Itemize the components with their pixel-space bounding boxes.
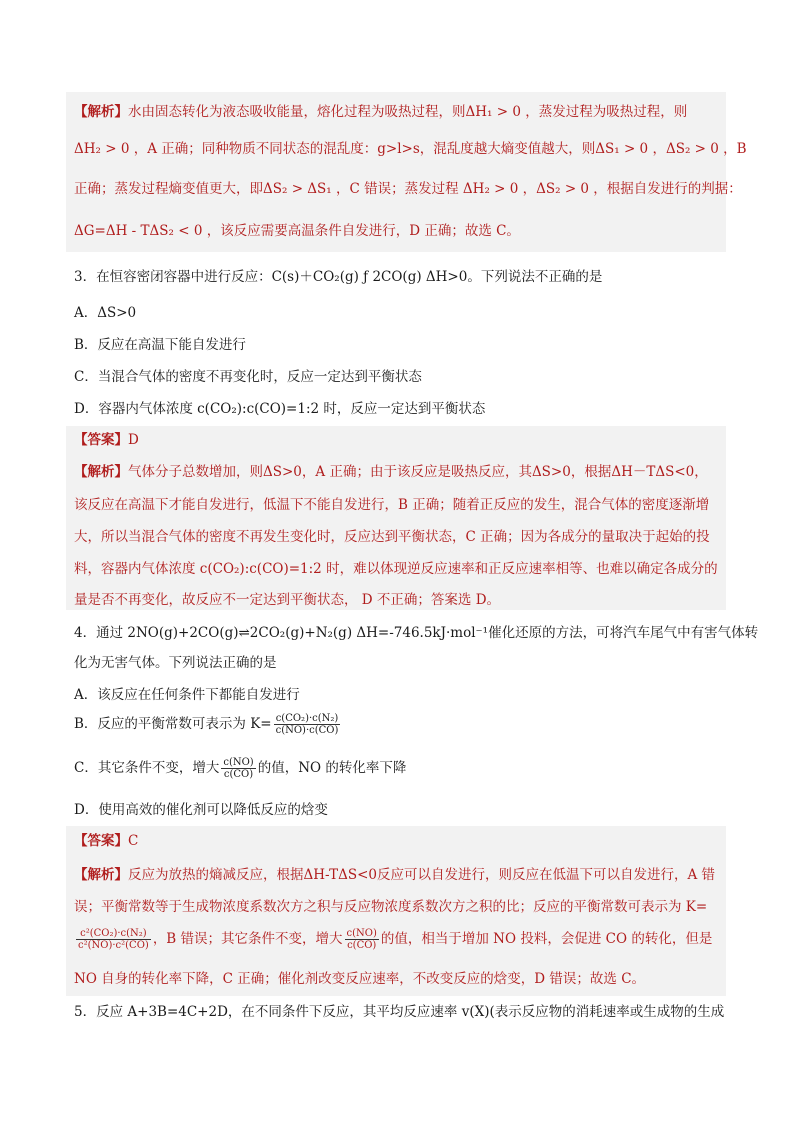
option-b: B．反应在高温下能自发进行 [74,337,246,353]
answer-line [74,431,139,449]
fraction-numerator: c(CO₂)·c(N₂) [274,713,341,725]
analysis-tag: 【解析】 [74,464,128,480]
option-b [74,713,342,736]
question-5-stem: 5．反应 A+3B=4C+2D，在不同条件下反应，其平均反应速率 v(X)(表示反应物的消耗速率或生成物的生成 [74,1004,725,1020]
analysis-line: 料，容器内气体浓度 c(CO₂):c(CO)=1:2 时，难以体现逆反应速率和正反应速率相等、也难以确定各成分的 [74,561,718,577]
analysis-line: ΔG=ΔH - TΔS₂ < 0 ，该反应需要高温条件自发进行，D 正确；故选 C。 [74,223,520,239]
fraction [345,928,379,951]
fraction-numerator: c²(CO₂)·c(N₂) [76,928,151,940]
analysis-line [74,103,687,121]
fraction-numerator: c(NO) [223,757,254,768]
answer-value: C [128,833,139,849]
analysis-line [74,928,712,951]
question-4-stem-cont: 化为无害气体。下列说法正确的是 [74,655,277,671]
analysis-line: NO 自身的转化率下降，C 正确；催化剂改变反应速率，不改变反应的焓变，D 错误；故选 C。 [74,971,646,987]
fraction-denominator: c²(NO)·c²(CO) [78,940,149,951]
answer-line [74,832,138,850]
analysis-line: 正确；蒸发过程熵变值更大，即ΔS₂ > ΔS₁ ，C 错误；蒸发过程 ΔH₂ > 0 ，ΔS₂ > 0 ，根据自发进行的判据： [74,181,742,197]
analysis-text: 反应为放热的熵减反应，根据ΔH-TΔS<0反应可以自发进行，则反应在低温下可以自发进行，A 错 [128,867,716,883]
analysis-text: ，B 错误；其它条件不变，增大 [152,931,343,947]
fraction-denominator: c(NO)·c(CO) [275,725,339,736]
answer-value: D [128,432,139,448]
answer-tag: 【答案】 [74,432,128,448]
analysis-tag: 【解析】 [74,867,128,883]
question-3-stem: 3．在恒容密闭容器中进行反应：C(s)＋CO₂(g) ƒ 2CO(g) ΔH>0。下列说法不正确的是 [74,269,603,285]
option-d: D．容器内气体浓度 c(CO₂):c(CO)=1:2 时，反应一定达到平衡状态 [74,401,486,417]
analysis-text: 的值，相当于增加 NO 投料，会促进 CO 的转化，但是 [380,931,713,947]
option-c-text: C．其它条件不变，增大 [74,760,220,776]
fraction-numerator: c(NO) [346,928,377,939]
analysis-text: 气体分子总数增加，则ΔS>0，A 正确；由于该反应是吸热反应，其ΔS>0，根据ΔH－TΔS<0， [128,464,708,480]
analysis-line [74,866,715,884]
option-b-text: B．反应的平衡常数可表示为 K= [74,716,272,732]
answer-box-q3 [66,426,726,610]
option-c: C．当混合气体的密度不再变化时，反应一定达到平衡状态 [74,369,422,385]
option-c [74,757,406,780]
option-a: A．该反应在任何条件下都能自发进行 [74,687,300,703]
option-c-text-post: 的值，NO 的转化率下降 [257,760,407,776]
analysis-text: 水由固态转化为液态吸收能量，熔化过程为吸热过程，则ΔH₁ > 0 ，蒸发过程为吸热过程，则 [128,104,688,120]
analysis-tag: 【解析】 [74,104,128,120]
analysis-line: 误；平衡常数等于生成物浓度系数次方之积与反应物浓度系数次方之积的比；反应的平衡常数可表示为 K= [74,899,708,915]
fraction-denominator: c(CO) [223,769,254,780]
answer-tag: 【答案】 [74,833,128,849]
fraction [274,713,341,736]
fraction-denominator: c(CO) [347,940,377,951]
fraction [221,757,255,780]
question-4-stem: 4．通过 2NO(g)+2CO(g)⇌2CO₂(g)+N₂(g) ΔH=-746.5kJ·mol⁻¹催化还原的方法，可将汽车尾气中有害气体转 [74,625,759,641]
analysis-line: 该反应在高温下才能自发进行，低温下不能自发进行，B 正确；随着正反应的发生，混合气体的密度逐渐增 [74,497,710,513]
option-d: D．使用高效的催化剂可以降低反应的焓变 [74,802,328,818]
fraction [76,928,151,951]
analysis-line [74,463,708,481]
analysis-line: 量是否不再变化，故反应不一定达到平衡状态， D 不正确；答案选 D。 [74,592,501,608]
option-a: A．ΔS>0 [74,305,137,321]
analysis-line: 大，所以当混合气体的密度不再发生变化时，反应达到平衡状态，C 正确；因为各成分的量取决于起始的投 [74,529,710,545]
analysis-line: ΔH₂ > 0 ，A 正确；同种物质不同状态的混乱度：g>l>s，混乱度越大熵变值越大，则ΔS₁ > 0 ，ΔS₂ > 0 ，B [74,141,747,157]
